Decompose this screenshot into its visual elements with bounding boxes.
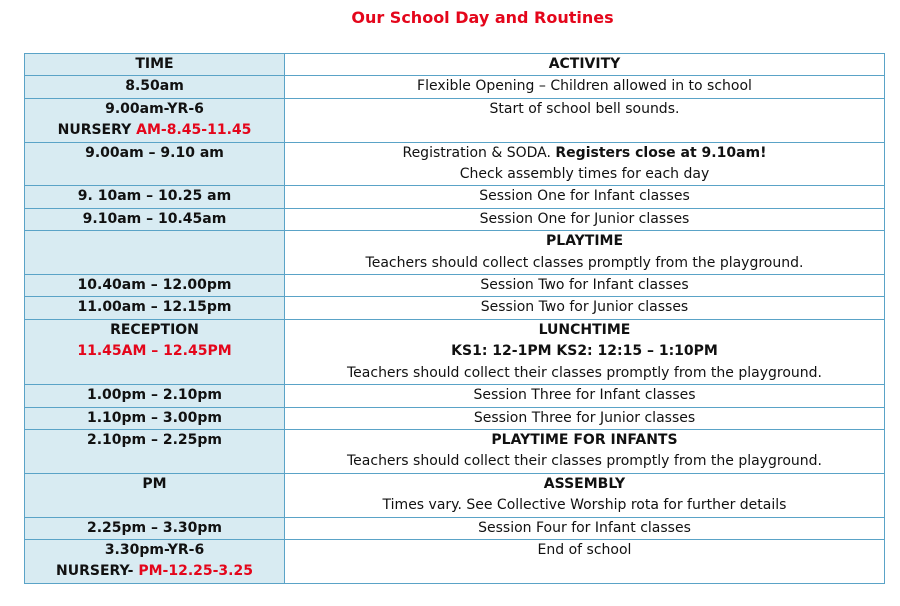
line-text: Flexible Opening – Children allowed in to school [417,78,752,95]
line-bold-text: Registers close at 9.10am! [555,144,767,161]
time-cell [25,385,285,407]
activity-column-header: ACTIVITY [285,54,885,76]
table-row [25,319,885,384]
line-highlight-text: 11.45AM – 12.45PM [77,343,232,360]
line-text: 1.00pm – 2.10pm [86,387,223,404]
cell-line [29,495,280,516]
line-text: Session Three for Junior classes [473,409,696,426]
line-text: Session One for Infant classes [479,188,690,205]
cell-line [289,99,880,120]
line-text: PM [142,475,167,492]
cell-line [289,253,880,274]
time-cell [25,473,285,517]
time-cell [25,142,285,186]
activity-cell [285,231,885,275]
time-column-header: TIME [25,54,285,76]
cell-line [29,561,280,582]
schedule-table [24,53,885,584]
activity-cell [285,407,885,429]
cell-line [289,561,880,582]
cell-line [289,186,880,207]
activity-cell [285,319,885,384]
line-text: Registration & SODA. [402,144,556,161]
line-text: 11.00am – 12.15pm [77,299,232,316]
cell-line [289,540,880,561]
activity-cell [285,275,885,297]
table-row [25,539,885,583]
time-cell [25,98,285,142]
line-bold-text: KS1: 12-1PM KS2: 12:15 – 1:10PM [451,343,718,360]
line-text: Teachers should collect their classes promptly from the playground. [347,364,822,381]
cell-line [289,341,880,362]
table-row [25,231,885,275]
line-text: 9.00am – 9.10 am [85,144,224,161]
cell-line [289,385,880,406]
table-row [25,297,885,319]
cell-line [29,186,280,207]
cell-line [29,99,280,120]
cell-line [29,430,280,451]
activity-cell [285,539,885,583]
table-row [25,473,885,517]
time-cell [25,186,285,208]
line-text: Session Two for Infant classes [480,277,689,294]
line-text: 10.40am – 12.00pm [77,277,232,294]
time-cell [25,517,285,539]
schedule-body [25,76,885,583]
time-cell [25,319,285,384]
table-row [25,429,885,473]
cell-line [289,451,880,472]
time-cell [25,208,285,230]
cell-line [29,253,280,274]
cell-line [29,297,280,318]
activity-cell [285,473,885,517]
line-text: Times vary. See Collective Worship rota for further details [382,497,787,514]
activity-cell [285,517,885,539]
cell-line [289,474,880,495]
cell-line [29,320,280,341]
line-text: 2.25pm – 3.30pm [86,519,223,536]
cell-line [289,363,880,384]
table-row [25,76,885,98]
activity-cell [285,385,885,407]
line-text: Teachers should collect classes promptly from the playground. [365,254,804,271]
cell-line [29,275,280,296]
cell-line [29,209,280,230]
time-cell [25,539,285,583]
line-bold-text: PLAYTIME [545,233,624,250]
table-row [25,208,885,230]
cell-line [29,363,280,384]
table-header-row [25,54,885,76]
cell-line [29,474,280,495]
line-text: NURSERY [57,122,137,139]
table-row [25,142,885,186]
cell-line [289,120,880,141]
cell-line [29,385,280,406]
time-cell [25,407,285,429]
line-text: NURSERY- [56,563,139,580]
cell-line [29,76,280,97]
cell-line [289,320,880,341]
time-cell [25,275,285,297]
table-row [25,385,885,407]
line-text: Session Three for Infant classes [473,387,696,404]
cell-line [29,451,280,472]
line-text: 9.00am-YR-6 [105,100,204,117]
activity-cell [285,429,885,473]
cell-line [289,164,880,185]
line-bold-text: LUNCHTIME [538,321,631,338]
line-text: 2.10pm – 2.25pm [86,431,223,448]
activity-cell [285,297,885,319]
line-highlight-text: AM-8.45-11.45 [136,122,252,139]
table-row [25,407,885,429]
cell-line [29,408,280,429]
cell-line [289,231,880,252]
cell-line [29,120,280,141]
line-text: Start of school bell sounds. [489,100,680,117]
line-text: 9.10am – 10.45am [82,210,227,227]
table-row [25,186,885,208]
time-cell [25,76,285,98]
activity-cell [285,208,885,230]
page-title: Our School Day and Routines [351,8,614,27]
cell-line [29,341,280,362]
table-row [25,517,885,539]
line-highlight-text: PM-12.25-3.25 [138,563,253,580]
time-cell [25,297,285,319]
activity-cell [285,142,885,186]
cell-line [29,518,280,539]
cell-line [289,408,880,429]
line-text: 3.30pm-YR-6 [104,541,205,558]
cell-line [289,430,880,451]
line-text: 1.10pm – 3.00pm [86,409,223,426]
line-text: Teachers should collect their classes promptly from the playground. [347,453,822,470]
line-bold-text: ASSEMBLY [543,475,626,492]
line-bold-text: PLAYTIME FOR INFANTS [491,431,678,448]
line-text: End of school [537,541,632,558]
line-text: RECEPTION [110,321,199,338]
activity-cell [285,98,885,142]
cell-line [29,164,280,185]
line-text: Session Two for Junior classes [480,299,689,316]
cell-line [289,275,880,296]
cell-line [289,495,880,516]
line-text: Check assembly times for each day [459,166,710,183]
line-text: Session Four for Infant classes [478,519,691,536]
cell-line [289,143,880,164]
line-text: Session One for Junior classes [479,210,690,227]
time-cell [25,429,285,473]
cell-line [289,209,880,230]
table-row [25,275,885,297]
cell-line [289,297,880,318]
cell-line [29,231,280,252]
table-row [25,98,885,142]
line-text: 9. 10am – 10.25 am [77,188,232,205]
line-text: 8.50am [125,78,184,95]
cell-line [29,143,280,164]
activity-cell [285,186,885,208]
time-cell [25,231,285,275]
activity-cell [285,76,885,98]
cell-line [289,518,880,539]
cell-line [289,76,880,97]
cell-line [29,540,280,561]
